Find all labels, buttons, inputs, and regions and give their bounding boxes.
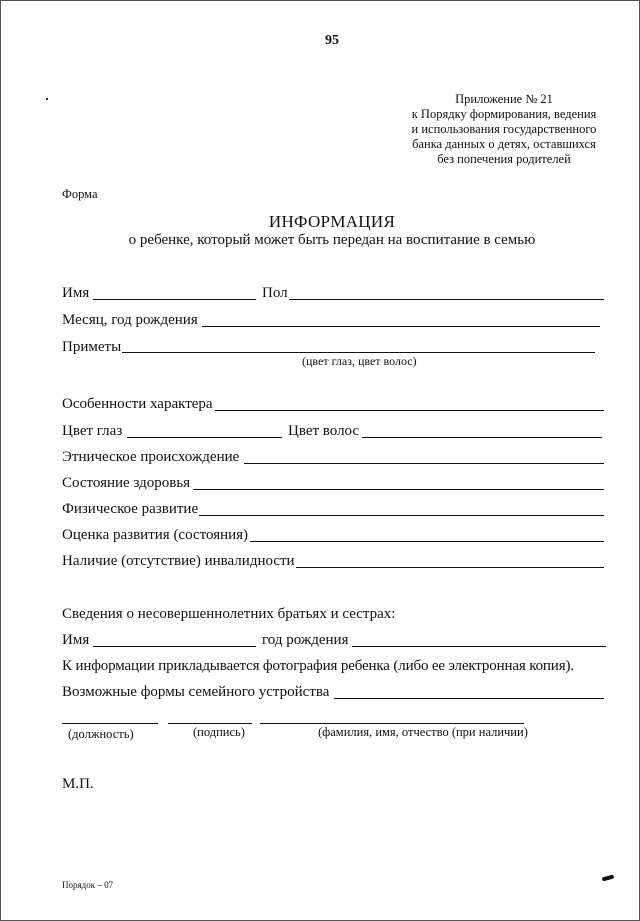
sibling-birth-year-field-line[interactable] [352, 646, 606, 647]
sign-signature-line[interactable] [168, 723, 252, 724]
photo-note: К информации прикладывается фотография ребенка (либо ее электронная копия). [62, 658, 574, 674]
form-label: Форма [62, 187, 98, 201]
eye-color-field-line[interactable] [127, 437, 282, 438]
eye-color-label: Цвет глаз [62, 423, 123, 439]
appendix-line: без попечения родителей [437, 152, 571, 166]
sibling-birth-year-label: год рождения [262, 632, 349, 648]
physical-field-line[interactable] [199, 515, 604, 516]
position-signature-line[interactable] [62, 723, 158, 724]
siblings-heading: Сведения о несовершеннолетних братьях и сестрах: [62, 606, 396, 622]
character-field-line[interactable] [215, 410, 604, 411]
signs-label: Приметы [62, 339, 122, 355]
signs-field-line[interactable] [122, 352, 595, 353]
health-field-line[interactable] [193, 489, 604, 490]
sex-label: Пол [262, 285, 288, 301]
hair-color-field-line[interactable] [362, 437, 602, 438]
document-title: ИНФОРМАЦИЯ [268, 212, 396, 231]
disability-field-line[interactable] [296, 567, 604, 568]
birth-field-line[interactable] [202, 326, 600, 327]
development-label: Оценка развития (состояния) [62, 527, 249, 543]
birth-label: Месяц, год рождения [62, 312, 198, 328]
ethnic-field-line[interactable] [244, 463, 604, 464]
family-forms-field-line[interactable] [334, 698, 604, 699]
fio-caption: (фамилия, имя, отчество (при наличии) [318, 725, 528, 739]
footer-code: Порядок – 07 [62, 880, 114, 890]
position-caption: (должность) [68, 727, 134, 741]
appendix-line: Приложение № 21 [455, 92, 553, 106]
name-field-line[interactable] [93, 299, 256, 300]
sibling-name-label: Имя [62, 632, 90, 648]
appendix-line: банка данных о детях, оставшихся [412, 137, 596, 151]
stamp-place: М.П. [62, 776, 94, 792]
sex-field-line[interactable] [289, 299, 604, 300]
document-subtitle: о ребенке, который может быть передан на воспитание в семью [128, 232, 536, 248]
hair-color-label: Цвет волос [288, 423, 360, 439]
physical-label: Физическое развитие [62, 501, 199, 517]
scan-speck [46, 98, 48, 100]
development-field-line[interactable] [250, 541, 604, 542]
appendix-note [404, 92, 604, 167]
sign-caption: (подпись) [193, 725, 245, 739]
ethnic-label: Этническое происхождение [62, 449, 240, 465]
page-number: 95 [325, 33, 339, 48]
character-label: Особенности характера [62, 396, 213, 412]
disability-label: Наличие (отсутствие) инвалидности [62, 553, 295, 569]
family-forms-label: Возможные формы семейного устройства [62, 684, 330, 700]
appendix-line: и использования государственного [411, 122, 597, 136]
sibling-name-field-line[interactable] [93, 646, 256, 647]
name-label: Имя [62, 285, 90, 301]
health-label: Состояние здоровья [62, 475, 191, 491]
fio-signature-line[interactable] [260, 723, 524, 724]
appendix-line: к Порядку формирования, ведения [411, 107, 597, 121]
signs-hint: (цвет глаз, цвет волос) [302, 354, 417, 368]
